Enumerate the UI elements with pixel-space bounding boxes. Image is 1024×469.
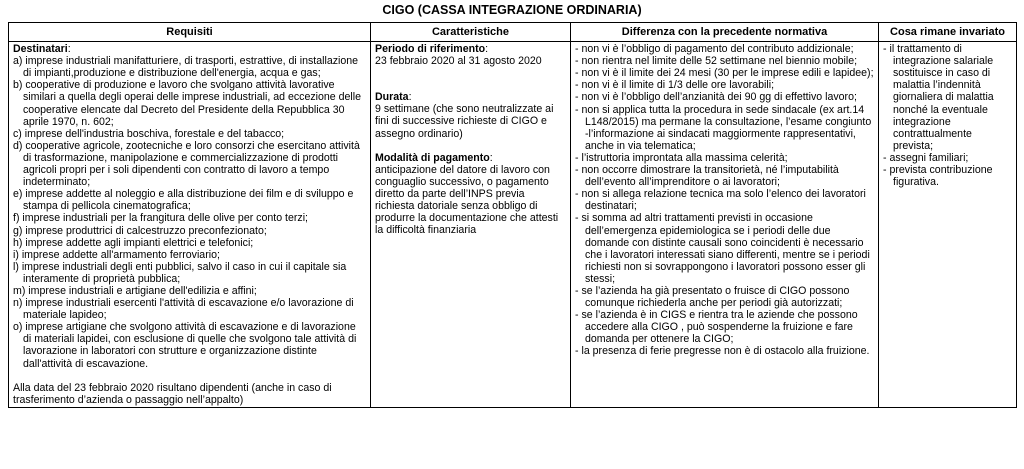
differenza-item: - non vi è l’obbligo dell’anzianità dei 90 gg di effettivo lavoro;	[575, 91, 857, 104]
requisito-item: b) cooperative di produzione e lavoro che svolgano attività lavorative similari a quella degli operai delle imprese industriali, ad eccezione delle cooperative elencate dal Decreto del Presidente della Repubblica 30 aprile 1970, n. 602;	[13, 79, 362, 128]
modalita-label: Modalità di pagamento	[375, 151, 490, 164]
differenza-item: - si somma ad altri trattamenti previsti in occasione dell’emergenza epidemiologica se i periodi delle due domande con distinte causali sono coincidenti è necessario che i lavoratori interessati siano differenti, mentre se i periodi richiesti non si sovrappongono i lavoratori possono esser gli stessi;	[575, 212, 870, 285]
header-invariato: Cosa rimane invariato	[879, 23, 1017, 42]
modalita-text: anticipazione del datore di lavoro con conguaglio successivo, o pagamento diretto da parte dell’INPS previa richiesta datoriale senza obbligo di produrre la documentazione che attesti la difficoltà finanziaria	[375, 163, 559, 237]
requisito-item: m) imprese industriali e artigiane dell'edilizia e affini;	[13, 284, 257, 297]
invariato-item: - prevista contribuzione figurativa.	[883, 164, 993, 189]
differenza-item: - se l’azienda ha già presentato o fruisce di CIGO possono comunque richiederla anche per periodi già autorizzati;	[575, 284, 850, 310]
periodo-label: Periodo di riferimento	[375, 43, 486, 56]
requisito-item: d) cooperative agricole, zootecniche e loro consorzi che esercitano attività di trasformazione, manipolazione e commercializzazione di prodotti agricoli propri per i soli dipendenti con contratto di lavoro a tempo indeterminato;	[13, 139, 360, 189]
periodo-text: 23 febbraio 2020 al 31 agosto 2020	[375, 55, 542, 68]
requisito-item: e) imprese addette al noleggio e alla distribuzione dei film e di sviluppo e stampa di pellicola cinematografica;	[13, 188, 354, 213]
durata-label: Durata	[375, 91, 409, 104]
requisito-item: l) imprese industriali degli enti pubblici, salvo il caso in cui il capitale sia interamente di proprietà pubblica;	[13, 260, 347, 285]
cell-caratteristiche: Periodo di riferimento: 23 febbraio 2020 al 31 agosto 2020 Durata: 9 settimane (che sono neutralizzate ai fini di successive richieste di CIGO e assegno ordinario) Modalità di pagamento: anticipazione del datore di lavoro con conguaglio successivo, o pagamento diretto da parte dell’INPS previa richiesta datoriale senza obbligo di produrre la documentazione che attesti la difficoltà finanziaria	[371, 42, 571, 408]
destinatari-heading: Destinatari	[13, 43, 68, 56]
differenza-item: - non vi è l’obbligo di pagamento del contributo addizionale;	[575, 43, 854, 56]
invariato-item: - assegni familiari;	[883, 151, 969, 164]
durata-text: 9 settimane (che sono neutralizzate ai fini di successive richieste di CIGO e assegno ordinario)	[375, 103, 554, 140]
requisito-item: c) imprese dell'industria boschiva, forestale e del tabacco;	[13, 127, 285, 140]
requisito-item: o) imprese artigiane che svolgono attività di escavazione e di lavorazione di materiali lapidei, con esclusione di quelle che svolgono tale attività di lavorazione in laboratori con strutture e organizzazione distinte dall'attività di escavazione.	[13, 321, 357, 370]
differenza-item: - non si applica tutta la procedura in sede sindacale (ex art.14 L148/2015) ma permane la consultazione, l’esame congiunto -l’informazione ai sindacati maggiormente rappresentativi, anche in via telematica;	[575, 103, 872, 152]
page-title: CIGO (CASSA INTEGRAZIONE ORDINARIA)	[382, 3, 642, 17]
invariato-item: - il trattamento di integrazione salariale sostituisce in caso di malattia l’indennità giornaliera di malattia nonché la eventuale integrazione contrattualmente prevista;	[883, 43, 994, 152]
differenza-item: - la presenza di ferie pregresse non è di ostacolo alla fruizione.	[575, 345, 870, 358]
header-requisiti: Requisiti	[9, 23, 371, 42]
requisito-item: g) imprese produttrici di calcestruzzo preconfezionato;	[13, 224, 267, 237]
requisito-item: i) imprese addette all'armamento ferroviario;	[13, 248, 220, 261]
requisito-item: a) imprese industriali manifatturiere, di trasporti, estrattive, di installazione di impianti,produzione e distribuzione dell'energia, acqua e gas;	[13, 55, 359, 80]
differenza-item: - se l’azienda è in CIGS e rientra tra le aziende che possono accedere alla CIGO , può sospenderne la fruizione e fare domanda per ottenere la CIGO;	[575, 309, 858, 346]
header-caratteristiche: Caratteristiche	[371, 23, 571, 42]
requisito-item: h) imprese addette agli impianti elettrici e telefonici;	[13, 236, 254, 249]
cigo-table	[8, 22, 1017, 408]
differenza-item: - non si allega relazione tecnica ma solo l’elenco dei lavoratori destinatari;	[575, 188, 866, 213]
differenza-item: - l’istruttoria improntata alla massima celerità;	[575, 151, 788, 164]
requisiti-footer: Alla data del 23 febbraio 2020 risultano dipendenti (anche in caso di trasferimento d’azienda o passaggio nell’appalto)	[13, 381, 332, 406]
differenza-item: - non rientra nel limite delle 52 settimane nel biennio mobile;	[575, 55, 858, 68]
table-header-row	[9, 23, 1017, 42]
cell-requisiti: Destinatari: a) imprese industriali manifatturiere, di trasporti, estrattive, di installazione di impianti,produzione e distribuzione dell'energia, acqua e gas; b) cooperative di produzione e lavoro che svolgano attività lavorative similari a quella degli operai delle imprese industriali, ad eccezione delle cooperative elencate dal Decreto del Presidente della Repubblica 30 aprile 1970, n. 602; c) imprese dell'industria boschiva, forestale e del tabacco; d) cooperative agricole, zootecniche e loro consorzi che esercitano attività di trasformazione, manipolazione e commercializzazione di prodotti agricoli propri per i soli dipendenti con contratto di lavoro a tempo indeterminato; e) imprese addette al noleggio e alla distribuzione dei film e di sviluppo e stampa di pellicola cinematografica; f) imprese industriali per la frangitura delle olive per conto terzi; g) imprese produttrici di calcestruzzo preconfezionato; h) imprese addette agli impianti elettrici e telefonici; i) imprese addette all'armamento ferroviario; l) imprese industriali degli enti pubblici, salvo il caso in cui il capitale sia interamente di proprietà pubblica; m) imprese industriali e artigiane dell'edilizia e affini; n) imprese industriali esercenti l'attività di escavazione e/o lavorazione di materiale lapideo; o) imprese artigiane che svolgono attività di escavazione e di lavorazione di materiali lapidei, con esclusione di quelle che svolgono tale attività di lavorazione in laboratori con strutture e organizzazione distinte dall'attività di escavazione. Alla data del 23 febbraio 2020 risultano dipendenti (anche in caso di trasferimento d’azienda o passaggio nell’appalto)	[9, 42, 371, 408]
requisito-item: n) imprese industriali esercenti l'attività di escavazione e/o lavorazione di materiale lapideo;	[13, 297, 354, 322]
differenza-item: - non vi è il limite di 1/3 delle ore lavorabili;	[575, 79, 775, 92]
requisito-item: f) imprese industriali per la frangitura delle olive per conto terzi;	[13, 212, 308, 225]
cell-invariato	[879, 42, 1017, 408]
differenza-item: - non occorre dimostrare la transitorietà, né l’imputabilità dell’evento all’imprenditore o ai lavoratori;	[575, 164, 839, 189]
cell-differenze	[571, 42, 879, 408]
table-row	[9, 42, 1017, 408]
header-differenze: Differenza con la precedente normativa	[571, 23, 879, 42]
differenza-item: - non vi è il limite dei 24 mesi (30 per le imprese edili e lapidee);	[575, 67, 874, 80]
